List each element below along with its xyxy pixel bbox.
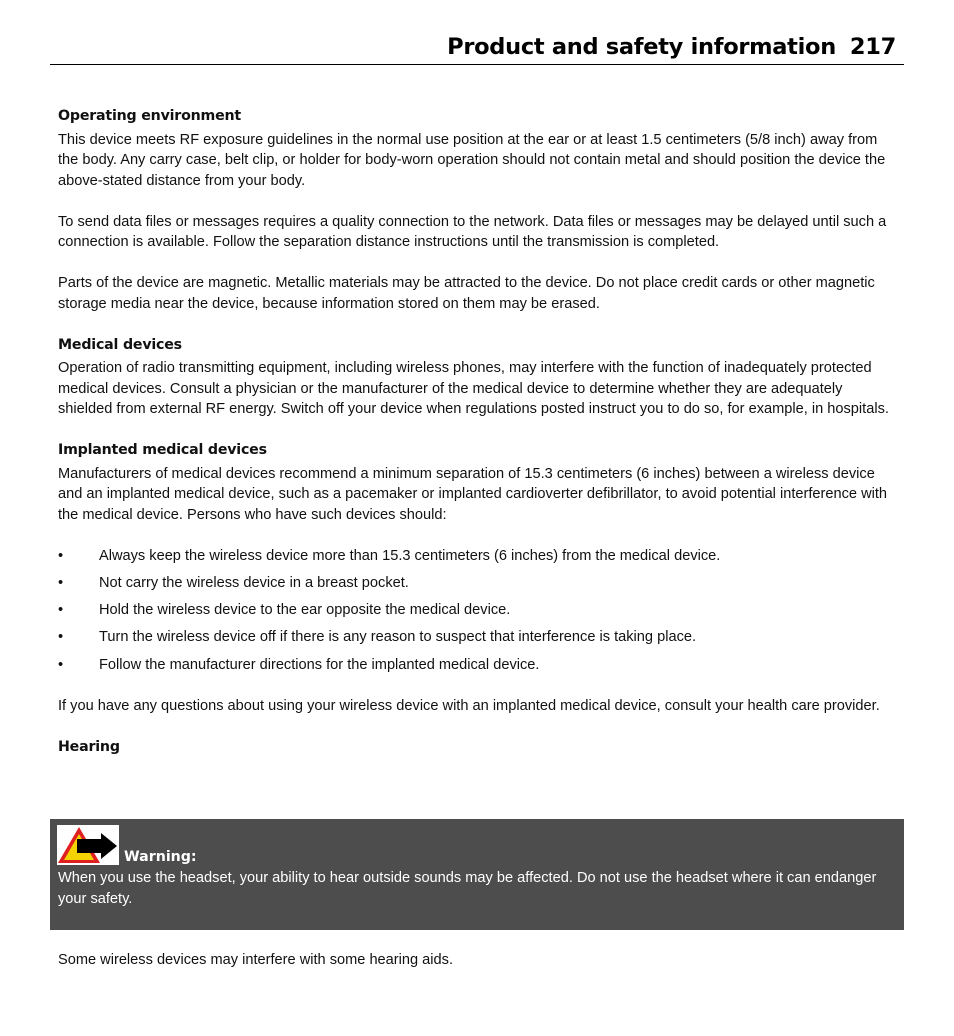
header-text (447, 34, 896, 60)
list-item-text: Always keep the wireless device more than 15.3 centimeters (6 inches) from the medical device. (99, 547, 721, 564)
page-number: 217 (849, 34, 896, 60)
list-item-text: Follow the manufacturer directions for the implanted medical device. (99, 656, 540, 673)
bullet-icon: • (58, 547, 64, 564)
heading-hearing: Hearing (58, 738, 120, 755)
bullet-icon: • (58, 574, 64, 591)
paragraph-consult-provider: If you have any questions about using your wireless device with an implanted medical device, consult your health care provider. (58, 697, 880, 714)
paragraph-magnetic: Parts of the device are magnetic. Metallic materials may be attracted to the device. Do not place credit cards or other magnetic storage media near the device, because information stored on them may be erased. (58, 275, 875, 312)
page-title: Product and safety information (447, 34, 836, 60)
paragraph-implanted-intro: Manufacturers of medical devices recommend a minimum separation of 15.3 centimeters (6 inches) between a wireless device and an implanted medical device, such as a pacemaker or implanted cardioverter defibrillator, to avoid potential interference with the medical device. Persons who have such devices should: (58, 465, 888, 523)
warning-box (50, 819, 904, 930)
paragraph-hearing-aids: Some wireless devices may interfere with some hearing aids. (58, 952, 454, 968)
bullet-icon: • (58, 629, 64, 646)
paragraph-data-files: To send data files or messages requires a quality connection to the network. Data files or messages may be delayed until such a connection is available. Follow the separation distance instructions until the transmission is completed. (58, 213, 887, 250)
heading-implanted-medical-devices: Implanted medical devices (58, 442, 267, 458)
list-item (58, 573, 900, 594)
list-item (58, 600, 900, 621)
paragraph-medical-devices: Operation of radio transmitting equipment, including wireless phones, may interfere with the function of inadequately protected medical devices. Consult a physician or the manufacturer of the medical device to determine whether they are adequately shielded from external RF energy. Switch off your device when regulations posted instruct you to do so, for example, in hospitals. (58, 360, 889, 417)
page-header (50, 30, 904, 65)
list-item (58, 546, 900, 567)
paragraph-rf-exposure: This device meets RF exposure guidelines in the normal use position at the ear or at least 1.5 centimeters (5/8 inch) away from the body. Any carry case, belt clip, or holder for body-worn operation should not contain metal and should position the device the above-stated distance from your body. (58, 131, 886, 189)
list-item-text: Not carry the wireless device in a breast pocket. (99, 574, 409, 591)
warning-triangle-arrow-icon (57, 825, 119, 865)
list-item-text: Hold the wireless device to the ear opposite the medical device. (99, 602, 511, 619)
heading-operating-environment: Operating environment (58, 108, 242, 124)
bullet-icon: • (58, 656, 64, 673)
implanted-bullet-list (58, 546, 900, 676)
warning-label: Warning: (124, 849, 197, 865)
bullet-icon: • (58, 602, 64, 619)
list-item-text: Turn the wireless device off if there is any reason to suspect that interference is taking place. (99, 629, 697, 646)
warning-text: When you use the headset, your ability to hear outside sounds may be affected. Do not use the headset where it can endanger your safety. (58, 870, 877, 907)
list-item (58, 655, 900, 676)
list-item (58, 627, 900, 648)
main-content (58, 106, 900, 760)
heading-medical-devices: Medical devices (58, 336, 182, 353)
